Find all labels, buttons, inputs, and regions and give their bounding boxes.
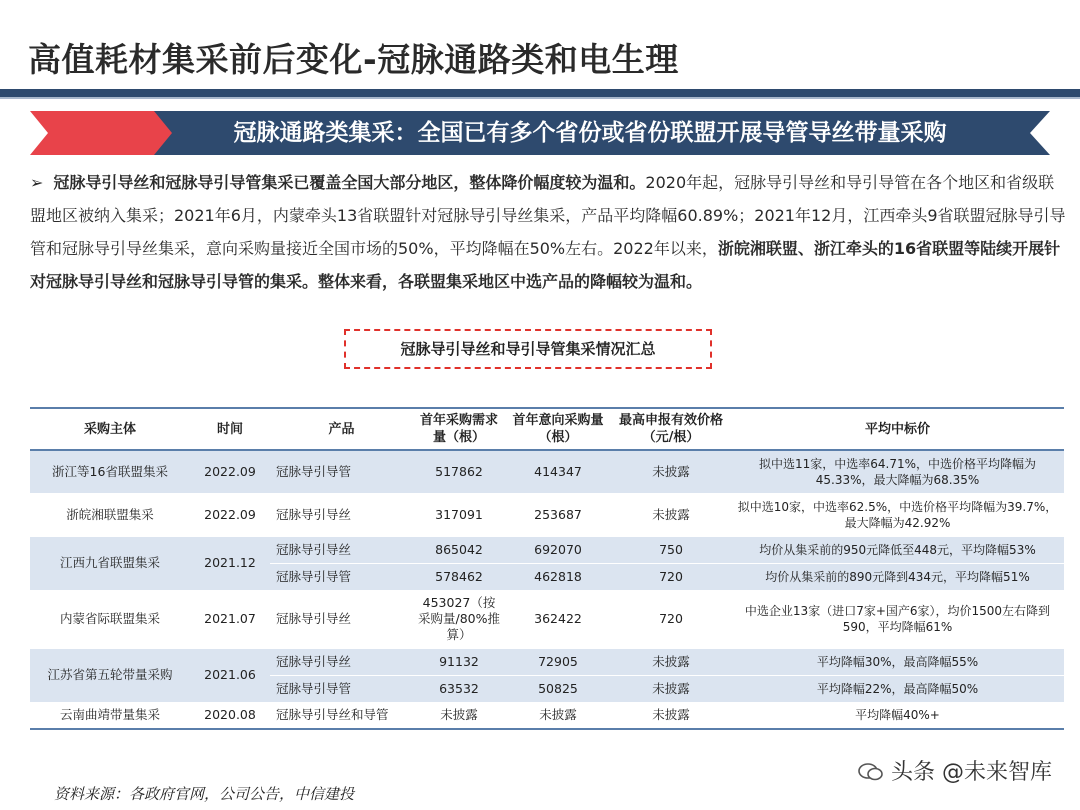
cell-time: 2022.09	[190, 450, 270, 493]
cell-max-price: 未披露	[611, 493, 731, 536]
cell-max-price: 未披露	[611, 648, 731, 675]
cell-entity: 浙皖湘联盟集采	[30, 493, 190, 536]
cell-max-price: 未披露	[611, 702, 731, 729]
cell-intent: 未披露	[505, 702, 611, 729]
table-row	[30, 450, 1064, 493]
table-row	[30, 648, 1064, 675]
wechat-icon	[858, 762, 884, 782]
cell-time: 2021.12	[190, 536, 270, 590]
cell-product: 冠脉导引导丝	[270, 590, 413, 648]
table-row	[30, 493, 1064, 536]
header-max-price: 最高申报有效价格（元/根）	[611, 408, 731, 450]
cell-avg-price: 平均降幅22%，最高降幅50%	[731, 675, 1064, 702]
summary-highlight: 浙皖湘联盟、浙江牵头的16省联盟等陆续开展针对冠脉导引导丝和冠脉导引导管的集采。整体来看，各联盟集采地区中选产品的降幅较为温和。	[30, 239, 1061, 291]
cell-avg-price: 均价从集采前的890元降到434元，平均降幅51%	[731, 563, 1064, 590]
cell-product: 冠脉导引导管	[270, 450, 413, 493]
cell-entity: 江苏省第五轮带量采购	[30, 648, 190, 702]
cell-product: 冠脉导引导管	[270, 675, 413, 702]
section-banner	[30, 111, 1050, 155]
cell-demand: 517862	[413, 450, 505, 493]
cell-max-price: 750	[611, 536, 731, 563]
cell-demand: 91132	[413, 648, 505, 675]
procurement-table	[30, 407, 1064, 730]
title-rule-accent	[0, 97, 1080, 99]
cell-avg-price: 平均降幅30%，最高降幅55%	[731, 648, 1064, 675]
header-intent: 首年意向采购量（根）	[505, 408, 611, 450]
table-header-row	[30, 408, 1064, 450]
summary-body: 2020年起，冠脉导引导丝和导引导管在各个地区和省级联盟地区被纳入集采；2021年6月，内蒙牵头13省联盟针对冠脉导引导丝集采，产品平均降幅60.89%；2021年12月，江西牵头9省联盟冠脉导引导管和冠脉导引导丝集采，意向采购量接近全国市场的50%，平均降幅在50%左右。2022年以来，	[30, 173, 1066, 258]
table-row	[30, 702, 1064, 729]
header-time: 时间	[190, 408, 270, 450]
cell-time: 2020.08	[190, 702, 270, 729]
title-rule	[0, 89, 1080, 97]
cell-max-price: 720	[611, 563, 731, 590]
cell-time: 2021.06	[190, 648, 270, 702]
cell-avg-price: 平均降幅40%+	[731, 702, 1064, 729]
summary-paragraph	[30, 166, 1070, 298]
cell-demand: 865042	[413, 536, 505, 563]
cell-avg-price: 拟中选10家，中选率62.5%，中选价格平均降幅为39.7%，最大降幅为42.92%	[731, 493, 1064, 536]
cell-intent: 362422	[505, 590, 611, 648]
watermark	[858, 755, 1052, 786]
cell-time: 2021.07	[190, 590, 270, 648]
cell-entity: 江西九省联盟集采	[30, 536, 190, 590]
cell-intent: 692070	[505, 536, 611, 563]
cell-max-price: 720	[611, 590, 731, 648]
cell-demand: 578462	[413, 563, 505, 590]
cell-entity: 浙江等16省联盟集采	[30, 450, 190, 493]
cell-avg-price: 均价从集采前的950元降低至448元，平均降幅53%	[731, 536, 1064, 563]
header-demand: 首年采购需求量（根）	[413, 408, 505, 450]
cell-product: 冠脉导引导丝	[270, 648, 413, 675]
cell-entity: 云南曲靖带量集采	[30, 702, 190, 729]
bullet-arrow-icon: ➢	[30, 173, 44, 192]
cell-demand: 63532	[413, 675, 505, 702]
cell-intent: 414347	[505, 450, 611, 493]
watermark-text: 头条 @未来智库	[891, 760, 1052, 785]
cell-demand: 317091	[413, 493, 505, 536]
cell-product: 冠脉导引导丝和导管	[270, 702, 413, 729]
cell-product: 冠脉导引导丝	[270, 536, 413, 563]
banner-title: 冠脉通路类集采：全国已有多个省份或省份联盟开展导管导丝带量采购	[233, 120, 947, 146]
header-entity: 采购主体	[30, 408, 190, 450]
cell-intent: 253687	[505, 493, 611, 536]
header-avg-price: 平均中标价	[731, 408, 1064, 450]
cell-intent: 50825	[505, 675, 611, 702]
table-row	[30, 536, 1064, 563]
cell-time: 2022.09	[190, 493, 270, 536]
cell-max-price: 未披露	[611, 675, 731, 702]
cell-demand: 453027（按采购量/80%推算）	[413, 590, 505, 648]
cell-product: 冠脉导引导丝	[270, 493, 413, 536]
cell-avg-price: 中选企业13家（进口7家+国产6家），均价1500左右降到590，平均降幅61%	[731, 590, 1064, 648]
cell-entity: 内蒙省际联盟集采	[30, 590, 190, 648]
source-note: 资料来源：各政府官网，公司公告，中信建投	[54, 785, 355, 803]
cell-product: 冠脉导引导管	[270, 563, 413, 590]
summary-lead: 冠脉导引导丝和冠脉导引导管集采已覆盖全国大部分地区，整体降价幅度较为温和。	[53, 173, 646, 192]
cell-avg-price: 拟中选11家，中选率64.71%，中选价格平均降幅为45.33%，最大降幅为68.35%	[731, 450, 1064, 493]
table-row	[30, 590, 1064, 648]
cell-max-price: 未披露	[611, 450, 731, 493]
cell-intent: 462818	[505, 563, 611, 590]
table-caption: 冠脉导引导丝和导引导管集采情况汇总	[344, 329, 712, 369]
header-product: 产品	[270, 408, 413, 450]
page-title: 高值耗材集采前后变化-冠脉通路类和电生理	[28, 40, 679, 79]
cell-demand: 未披露	[413, 702, 505, 729]
cell-intent: 72905	[505, 648, 611, 675]
